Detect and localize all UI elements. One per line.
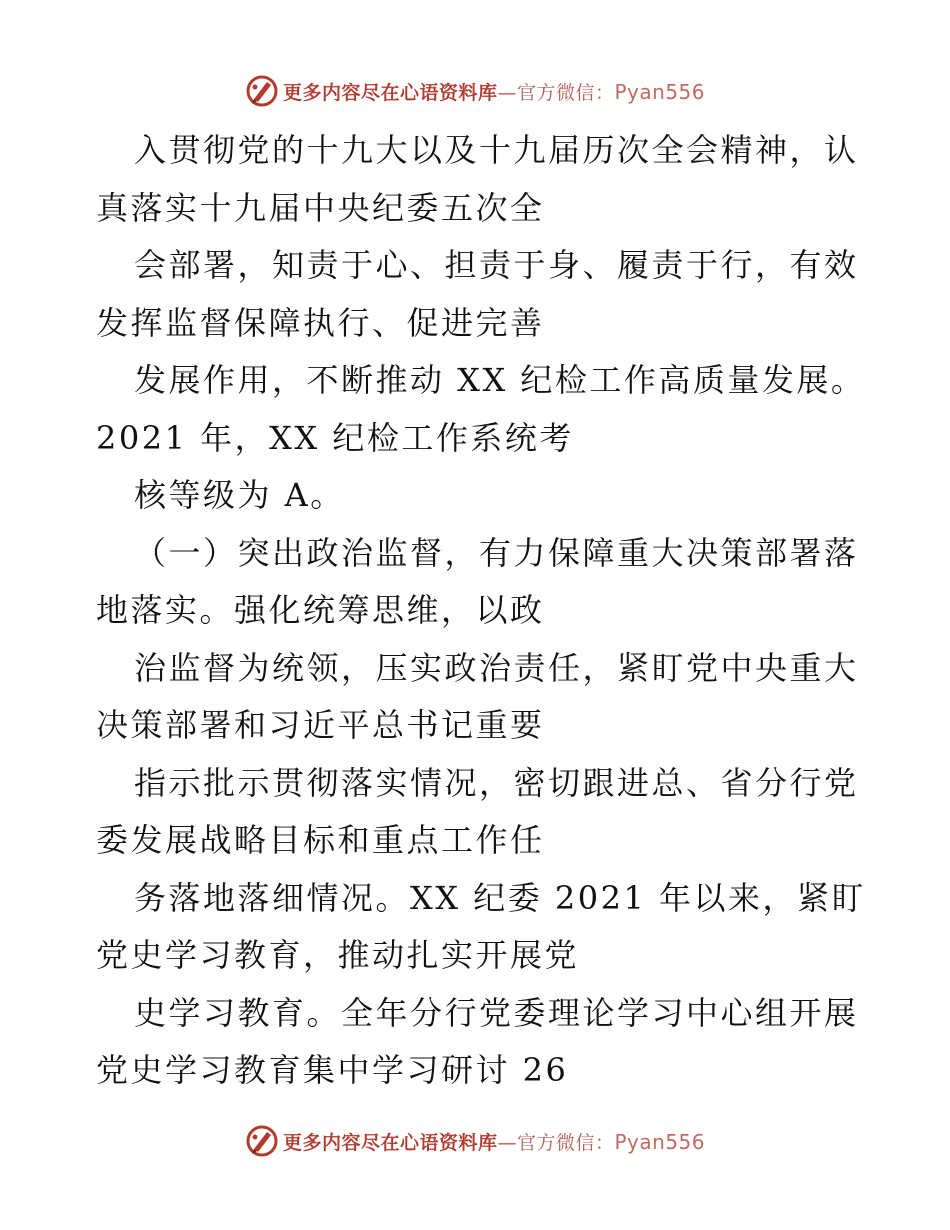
header-watermark-middle: 官方微信： [516, 81, 615, 104]
footer-watermark-text [283, 1128, 705, 1155]
text-line-6: 2021 年，XX 纪检工作系统考 [96, 418, 574, 457]
pen-logo-icon [245, 74, 279, 108]
header-watermark-banner [0, 71, 950, 111]
text-line-12: 指示批示贯彻落实情况，密切跟进总、省分行党 [134, 763, 859, 802]
text-line-5: 发展作用，不断推动 XX 纪检工作高质量发展。 [134, 361, 866, 399]
text-line-3: 会部署，知责于心、担责于身、履责于行，有效 [134, 246, 859, 284]
text-line-17: 党史学习教育集中学习研讨 26 [96, 1051, 569, 1089]
text-line-4: 发挥监督保障执行、促进完善 [96, 303, 545, 342]
header-watermark-text [283, 78, 705, 105]
document-body [96, 122, 867, 1100]
text-line-8: （一）突出政治监督，有力保障重大决策部署落 [134, 533, 859, 572]
footer-watermark-dash: — [497, 1131, 517, 1154]
text-line-16: 史学习教育。全年分行党委理论学习中心组开展 [134, 993, 859, 1032]
pen-logo-icon [245, 1124, 279, 1158]
footer-watermark-prefix: 更多内容尽在心语资料库 [282, 1131, 498, 1154]
text-line-14: 务落地落细情况。XX 纪委 2021 年以来，紧盯 [134, 878, 867, 917]
header-watermark-prefix: 更多内容尽在心语资料库 [282, 81, 498, 104]
text-line-15: 党史学习教育，推动扎实开展党 [96, 936, 580, 974]
footer-watermark-account: Pyan556 [614, 1129, 706, 1154]
footer-watermark-middle: 官方微信： [516, 1131, 615, 1154]
text-line-10: 治监督为统领，压实政治责任，紧盯党中央重大 [134, 648, 859, 687]
text-line-11: 决策部署和习近平总书记重要 [96, 706, 545, 744]
text-line-7: 核等级为 A。 [134, 476, 345, 514]
text-line-9: 地落实。强化统筹思维，以政 [96, 591, 545, 629]
header-watermark-account: Pyan556 [614, 79, 706, 104]
text-line-2: 真落实十九届中央纪委五次全 [96, 188, 545, 227]
footer-watermark-banner [0, 1121, 950, 1161]
text-line-13: 委发展战略目标和重点工作任 [96, 821, 545, 859]
header-watermark-dash: — [497, 81, 517, 104]
text-line-1: 入贯彻党的十九大以及十九届历次全会精神，认 [134, 131, 859, 169]
